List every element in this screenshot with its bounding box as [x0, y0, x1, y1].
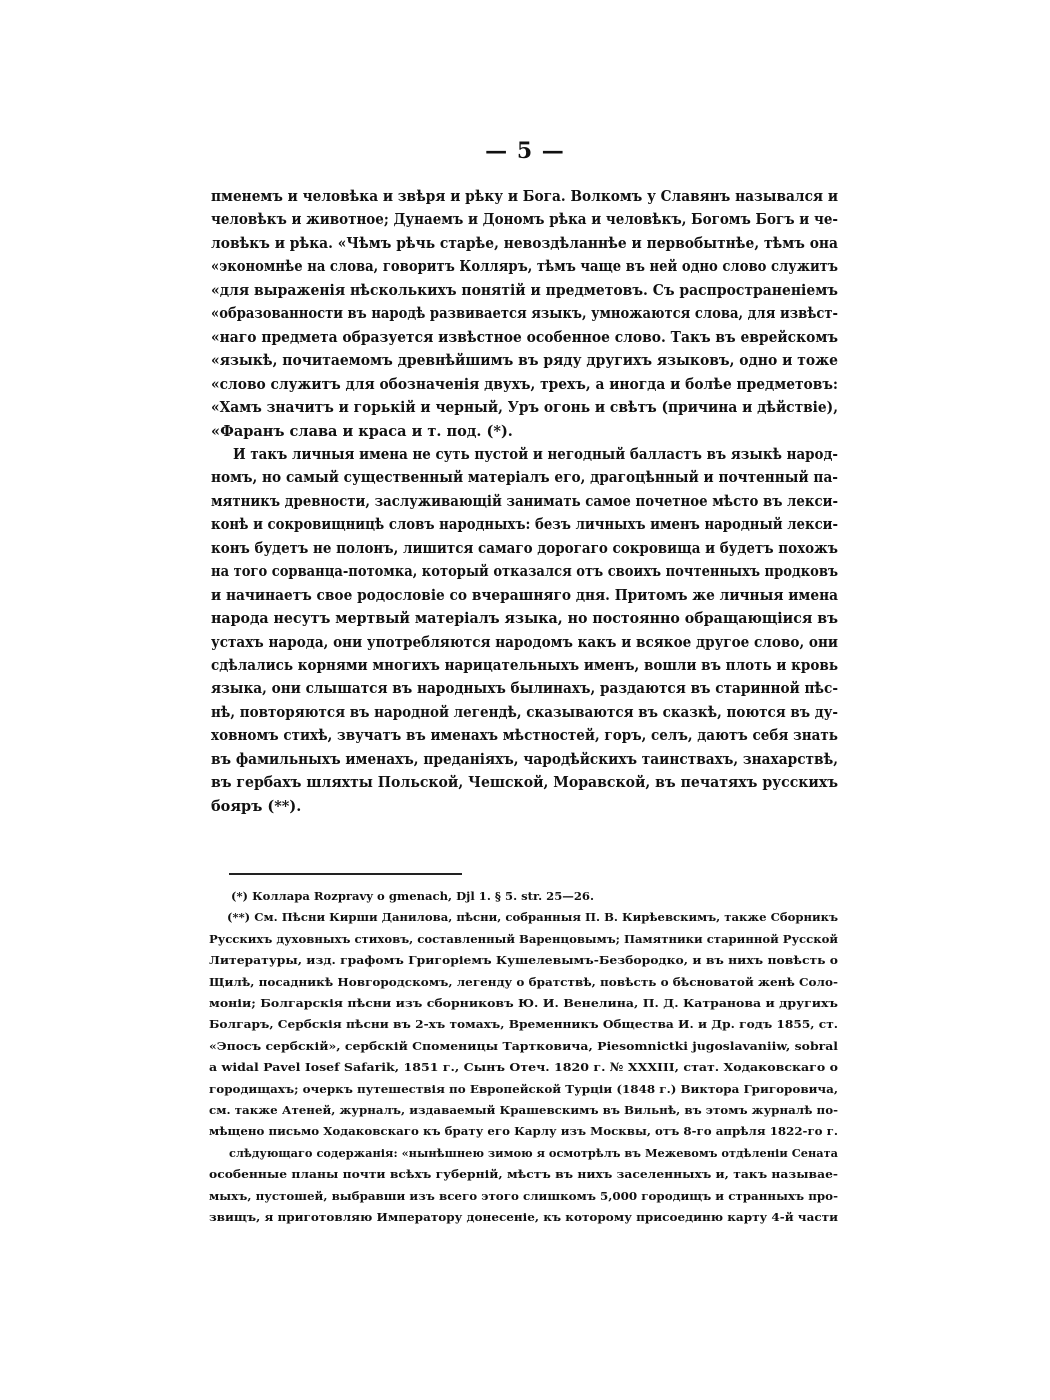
- text-line: бояръ (**).: [211, 797, 302, 815]
- footnote-line: особенные планы почти всѣхъ губерній, мѣстъ въ нихъ заселенныхъ и, такъ называе-: [209, 1167, 838, 1182]
- text-line: конѣ и сокровищницѣ словъ народныхъ: безъ личныхъ именъ народный лекси-: [211, 516, 838, 534]
- footnote-line: мѣщено письмо Ходаковскаго къ брату его Карлу изъ Москвы, отъ 8-го апрѣля 1822-го г.: [209, 1124, 838, 1139]
- text-line: на того сорванца-потомка, который отказался отъ своихъ почтенныхъ продковъ: [211, 563, 838, 581]
- footnote-line: слѣдующаго содержанія: «нынѣшнею зимою я осмотрѣлъ въ Межевомъ отдѣленіи Сената: [229, 1145, 838, 1160]
- text-line: «образованности въ народѣ развивается языкъ, умножаются слова, для извѣст-: [211, 305, 838, 323]
- text-line: устахъ народа, они употребляются народомъ какъ и всякое другое слово, они: [211, 633, 838, 651]
- footnote-line: Болгаръ, Сербскія пѣсни въ 2-хъ томахъ, Временникъ Общества И. и Др. годъ 1855, ст.: [209, 1017, 838, 1032]
- text-line: ховномъ стихѣ, звучатъ въ именахъ мѣстностей, горъ, селъ, даютъ себя знать: [211, 727, 838, 745]
- text-line: народа несутъ мертвый матеріалъ языка, но постоянно обращающіися въ: [211, 610, 838, 628]
- footnote-line: городищахъ; очеркъ путешествія по Европейской Турціи (1848 г.) Виктора Григоровича,: [209, 1081, 839, 1096]
- footnote-line: (**) См. Пѣсни Кирши Данилова, пѣсни, собранныя П. В. Кирѣевскимъ, также Сборникъ: [227, 910, 838, 925]
- text-line: «слово служитъ для обозначенія двухъ, трехъ, а иногда и болѣе предметовъ:: [211, 375, 838, 393]
- page-number: — 5 —: [485, 138, 565, 164]
- text-line: пменемъ и человѣка и звѣря и рѣку и Бога. Волкомъ у Славянъ назывался и: [211, 188, 838, 205]
- text-line: и начинаетъ свое родословіе со вчерашняго дня. Притомъ же личныя имена: [211, 586, 838, 604]
- text-line: сдѣлались корнями многихъ нарицательныхъ именъ, вошли въ плоть и кровь: [211, 657, 838, 674]
- footnote-line: Литературы, изд. графомъ Григоріемъ Кушелевымъ-Безбородко, и въ нихъ повѣсть о: [209, 953, 838, 968]
- text-line: номъ, но самый существенный матеріалъ его, драгоцѣнный и почтенный па-: [211, 469, 838, 487]
- footnote-line: мыхъ, пустошей, выбравши изъ всего этого слишкомъ 5,000 городищъ и странныхъ про-: [209, 1188, 838, 1203]
- text-line: И такъ личныя имена не суть пустой и негодный балластъ въ языкѣ народ-: [233, 445, 838, 463]
- footnote-line: см. также Атеней, журналъ, издаваемый Крашевскимъ въ Вильнѣ, въ этомъ журналѣ по-: [209, 1103, 839, 1117]
- text-line: «экономнѣе на слова, говоритъ Колляръ, тѣмъ чаще въ ней одно слово служитъ: [211, 258, 838, 276]
- footnote-line: «Эпосъ сербскій», сербскій Споменицы Тартковича, Piesomnictki jugoslavaniiw, sobral: [209, 1038, 839, 1053]
- text-line: человѣкъ и животное; Дунаемъ и Дономъ рѣка и человѣкъ, Богомъ Богъ и че-: [211, 211, 838, 229]
- text-line: мятникъ древности, заслуживающій занимать самое почетное мѣсто въ лекси-: [211, 492, 838, 510]
- footnote-line: моніи; Болгарскія пѣсни изъ сборниковъ Ю. И. Венелина, П. Д. Катранова и другихъ: [209, 996, 838, 1010]
- text-line: нѣ, повторяются въ народной легендѣ, сказываются въ сказкѣ, поются въ ду-: [211, 703, 838, 721]
- text-line: «Хамъ значитъ и горькій и черный, Уръ огонь и свѣтъ (причина и дѣйствіе),: [211, 399, 838, 417]
- text-line: конъ будетъ не полонъ, лишится самаго дорогаго сокровища и будетъ похожъ: [211, 539, 838, 557]
- footnote-line: a widal Pavel Iosef Safarik, 1851 г., Сынъ Отеч. 1820 г. № XXXIII, стат. Ходаковскаго о: [209, 1060, 838, 1075]
- text-line: «наго предмета образуется извѣстное особенное слово. Такъ въ еврейскомъ: [211, 328, 838, 346]
- text-line: ловѣкъ и рѣка. «Чѣмъ рѣчь старѣе, невоздѣланнѣе и первобытнѣе, тѣмъ она: [211, 234, 838, 252]
- footnote-divider: [229, 873, 462, 875]
- text-line: «языкѣ, почитаемомъ древнѣйшимъ въ ряду другихъ языковъ, одно и тоже: [211, 352, 838, 370]
- text-line: «для выраженія нѣсколькихъ понятій и предметовъ. Съ распространеніемъ: [211, 281, 838, 299]
- footnote-line: (*) Коллара Rozpravy o gmenach, Djl 1. § 5. str. 25—26.: [231, 889, 595, 903]
- text-line: «Фаранъ слава и краса и т. под. (*).: [211, 422, 513, 440]
- text-line: языка, они слышатся въ народныхъ былинахъ, раздаются въ старинной пѣс-: [211, 680, 838, 698]
- footnote-line: Русскихъ духовныхъ стиховъ, составленный Варенцовымъ; Памятники старинной Русской: [209, 931, 838, 946]
- footnote-line: звищъ, я приготовляю Императору донесеніе, къ которому присоединю карту 4-й части: [209, 1210, 838, 1224]
- text-line: въ гербахъ шляхты Польской, Чешской, Моравской, въ печатяхъ русскихъ: [211, 774, 838, 792]
- footnote-line: Щилѣ, посадникѣ Новгородскомъ, легенду о братствѣ, повѣсть о бѣсноватой женѣ Соло-: [209, 974, 838, 989]
- text-line: въ фамильныхъ именахъ, преданіяхъ, чародѣйскихъ таинствахъ, знахарствѣ,: [211, 750, 838, 768]
